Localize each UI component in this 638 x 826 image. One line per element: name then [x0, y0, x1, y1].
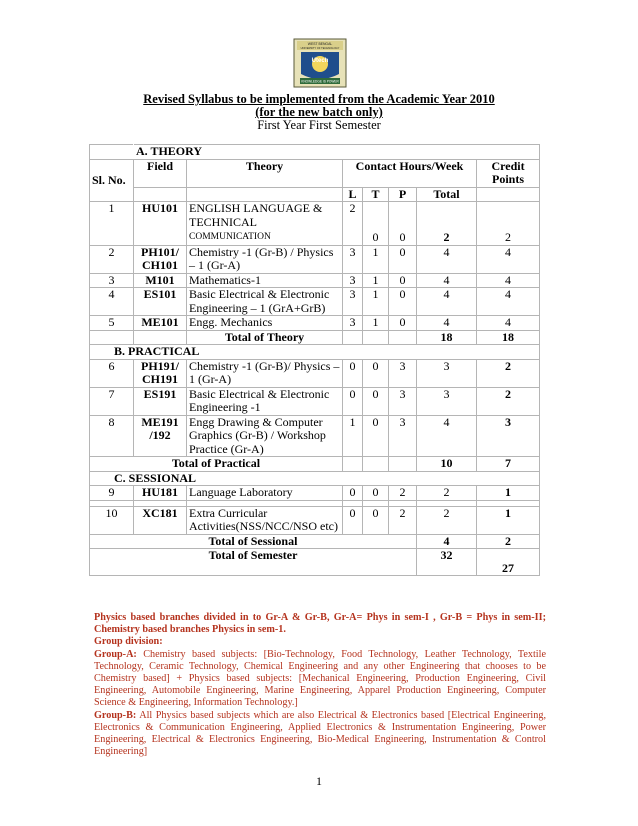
group-division-heading: Group division: — [94, 636, 163, 648]
table-row: 4 ES101 Basic Electrical & Electronic Engineering – 1 (GrA+GrB) 3 1 0 4 4 — [90, 288, 540, 316]
total-semester-row: Total of Semester 32 27 — [90, 549, 540, 576]
section-c-row — [90, 471, 540, 486]
sub-t: T — [363, 187, 389, 202]
physics-note: Physics based branches divided in to Gr-A & Gr-B, Gr-A= Phys in sem-I , Gr-B = Phys in sem-II; Chemistry based branches Physics in sem-1. — [94, 612, 546, 636]
logo-motto: KNOWLEDGE IS POWER — [301, 79, 339, 84]
syllabus-table — [89, 144, 540, 576]
sub-l: L — [343, 187, 363, 202]
table-row: 7 ES191 Basic Electrical & Electronic Engineering -1 0 0 3 3 2 — [90, 387, 540, 415]
col-credit: Credit Points — [477, 159, 540, 187]
logo-line2: UNIVERSITY OF TECHNOLOGY — [300, 47, 340, 50]
total-practical-row: Total of Practical 10 7 — [90, 457, 540, 472]
header-subtitle: (for the new batch only) — [255, 105, 383, 119]
table-header-row — [90, 159, 540, 187]
table-row: 10 XC181 Extra Curricular Activities(NSS/NCC/NSO etc) 0 0 2 2 1 — [90, 506, 540, 534]
table-row: 6 PH191/ CH191 Chemistry -1 (Gr-B)/ Physics – 1 (Gr-A) 0 0 3 3 2 — [90, 359, 540, 387]
section-c-label: C. SESSIONAL — [90, 471, 540, 486]
section-a-row — [90, 145, 540, 160]
col-contact: Contact Hours/Week — [343, 159, 477, 187]
table-subheader-row — [90, 187, 540, 202]
sub-p: P — [389, 187, 417, 202]
table-row: 3 M101 Mathematics-1 3 1 0 4 4 — [90, 273, 540, 288]
col-theory: Theory — [187, 159, 343, 187]
university-logo — [293, 38, 347, 88]
sub-total: Total — [417, 187, 477, 202]
page-number: 1 — [316, 774, 322, 788]
col-field: Field — [134, 159, 187, 187]
logo-name: Utech — [311, 58, 329, 64]
table-row: 2 PH101/ CH101 Chemistry -1 (Gr-B) / Physics – 1 (Gr-A) 3 1 0 4 4 — [90, 245, 540, 273]
table-row: 1 HU101 ENGLISH LANGUAGE & TECHNICAL COMMUNICATION 2 0 0 2 2 — [90, 202, 540, 246]
table-row: 8 ME191 /192 Engg Drawing & Computer Graphics (Gr-B) / Workshop Practice (Gr-A) 1 0 3 4 3 — [90, 415, 540, 457]
logo-line1: WEST BENGAL — [307, 42, 333, 46]
notes-section — [94, 612, 546, 758]
header-title: Revised Syllabus to be implemented from the Academic Year 2010 — [143, 92, 495, 106]
total-sessional-label: Total of Sessional — [90, 534, 417, 549]
table-row: 5 ME101 Engg. Mechanics 3 1 0 4 4 — [90, 316, 540, 331]
section-b-label: B. PRACTICAL — [90, 345, 540, 360]
col-sl: Sl. No. — [90, 159, 134, 202]
group-b-note: Group-B: All Physics based subjects which are also Electrical & Electronics based [Electrical Engineering, Electronics & Communication Engineering, Applied Electronics & Instrumentation Engineering, Power Engineering, Electrical & Electronics Engineering, Bio-Medical Engineering, Instrumentation & Control Engineering] — [94, 709, 546, 758]
total-sessional-row: Total of Sessional 4 2 — [90, 534, 540, 549]
total-semester-label: Total of Semester — [90, 549, 417, 576]
header-semester: First Year First Semester — [257, 118, 381, 132]
section-a-label: A. THEORY — [134, 145, 540, 160]
total-theory-row: Total of Theory 18 18 — [90, 330, 540, 345]
table-row: 9 HU181 Language Laboratory 0 0 2 2 1 — [90, 486, 540, 501]
group-a-note: Group-A: Chemistry based subjects: [Bio-Technology, Food Technology, Leather Technology, Textile Technology, Ceramic Technology, Chemical Engineering and any other Engineering that chooses to be Chemistry based] + Physics based subjects: [Mechanical Engineering, Production Engineering, Civil Engineering, Automobile Engineering, Marine Engineering, Apparel Production Engineering, Computer Science & Engineering, Information Technology.] — [94, 648, 546, 709]
section-b-row — [90, 345, 540, 360]
total-practical-label: Total of Practical — [90, 457, 343, 472]
total-theory-label: Total of Theory — [187, 330, 343, 345]
